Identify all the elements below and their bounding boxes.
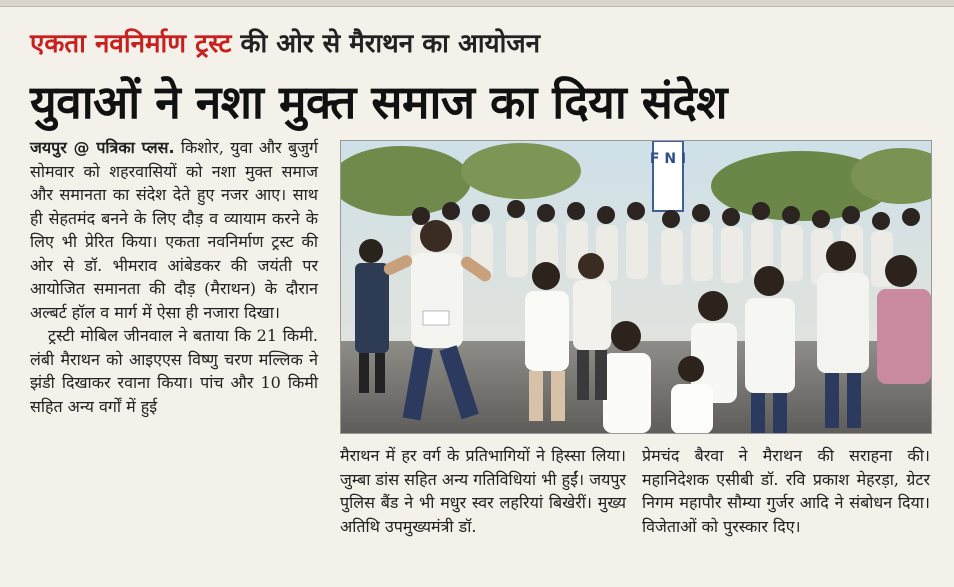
article-column-3: प्रेमचंद बैरवा ने मैराथन की सराहना की। महानिदेशक एसीबी डॉ. रवि प्रकाश मेहरड़ा, ग्रेटर निगम महापौर सौम्या गुर्जर आदि ने संबोधन दिया। विजेताओं को पुरस्कार दिए।: [642, 446, 930, 536]
kicker-red: एकता नवनिर्माण ट्रस्ट: [30, 29, 232, 59]
top-rule: [0, 0, 954, 7]
article-column-2: मैराथन में हर वर्ग के प्रतिभागियों ने हिस्सा लिया। जुम्बा डांस सहित अन्य गतिविधियां भी हुईं। जयपुर पुलिस बैंड ने भी मधुर स्वर लहरियां बिखेरीं। मुख्य अतिथि उपमुख्यमंत्री डॉ.: [340, 446, 626, 536]
kicker-black: की ओर से मैराथन का आयोजन: [240, 29, 541, 59]
article-column-1: [30, 136, 318, 418]
headline: युवाओं ने नशा मुक्त समाज का दिया संदेश: [30, 75, 728, 129]
banner-text: F N I: [649, 151, 687, 167]
kicker-line: [30, 24, 540, 64]
article-para-2: ट्रस्टी मोबिल जीनवाल ने बताया कि 21 किमी. लंबी मैराथन को आइएएस विष्णु चरण मल्लिक ने झंडी दिखाकर रवाना किया। पांच और 10 किमी सहित अन्य वर्गों में हुई: [30, 326, 318, 416]
marathon-photo: [340, 140, 932, 434]
dateline: जयपुर @ पत्रिका प्लस.: [30, 138, 175, 157]
article-para-1: किशोर, युवा और बुजुर्ग सोमवार को शहरवासियों को नशा मुक्त समाज और समानता का संदेश देते हुए नजर आए। साथ ही सेहतमंद बनने के लिए दौड़ व व्यायाम करने के लिए भी प्रेरित किया। एकता नवनिर्माण ट्रस्ट की ओर से डॉ. भीमराव आंबेडकर की जयंती पर आयोजित समानता की दौड़ (मैराथन) के दौरान अल्बर्ट हॉल व मार्ग में ऐसा ही नजारा दिखा।: [30, 138, 319, 322]
